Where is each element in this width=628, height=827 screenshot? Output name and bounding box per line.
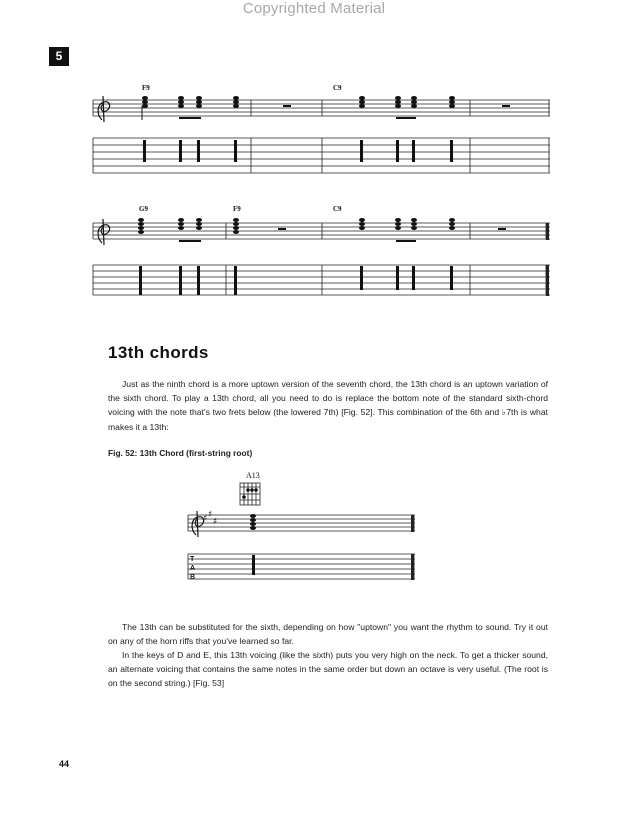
chord-diagram-label: A13 [246,471,260,480]
system1-staff [93,100,550,116]
copyright-watermark: Copyrighted Material [242,0,386,17]
system2-tab [93,265,550,295]
svg-text:♯: ♯ [208,510,213,520]
treble-clefs [98,96,204,537]
chord-diagram [240,483,260,505]
svg-text:T: T [190,556,195,563]
chord-label: C9 [333,205,342,213]
system1-tab [93,138,550,173]
body-paragraph: The 13th can be substituted for the sixth, depending on how "uptown" you want the rhythm to sound. Try it out on any of the horn riffs that you've learned so far. [108,622,548,647]
svg-text:♯: ♯ [203,514,208,524]
section-tab: 5 [49,47,69,66]
chord-label: F9 [142,84,150,92]
section-heading: 13th chords [108,343,209,362]
fig52-staff [188,515,415,531]
figure-caption: Fig. 52: 13th Chord (first-string root) [108,448,253,458]
body-paragraph: Just as the ninth chord is a more uptown version of the seventh chord, the 13th chord is an uptown variation of the sixth chord. To play a 13th chord, all you need to do is replace the bottom note of the standard sixth-chord voicing with the note that's two frets below (the lowered 7th) [Fig. 52]. This combination of the 6th and ♭7th is what makes it a 13th: [108,379,548,432]
body-paragraph: In the keys of D and E, this 13th voicing (like the sixth) puts you very high on the neck. To get a thicker sound, an alternate voicing that contains the same notes in the same order but down an octave is very useful. (The root is on the second string.) [Fig. 53] [108,650,548,689]
svg-text:A: A [190,565,196,572]
fig52-tab [188,554,415,579]
chord-label: C9 [333,84,342,92]
svg-text:♯: ♯ [213,517,218,527]
page-number: 44 [59,759,70,769]
chord-label: G9 [139,205,148,213]
system2-staff [93,223,550,239]
chord-label: F9 [233,205,241,213]
svg-text:B: B [190,574,196,581]
